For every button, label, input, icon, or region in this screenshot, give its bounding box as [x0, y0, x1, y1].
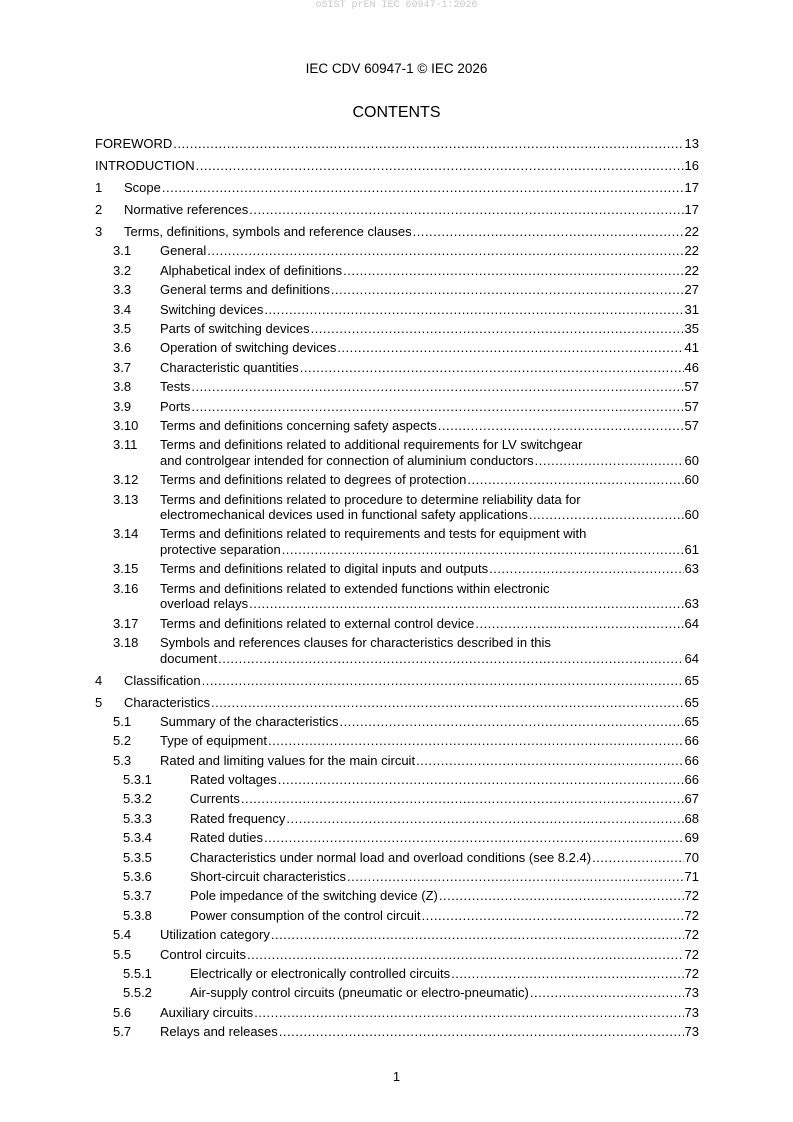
toc-entry-number: 5.5.2	[123, 985, 152, 1001]
toc-entry-page: 73	[684, 1024, 699, 1040]
toc-entry-number: 5.7	[113, 1024, 132, 1040]
toc-entry-number: 5.3.4	[123, 830, 152, 846]
toc-entry[interactable]	[95, 733, 699, 749]
toc-entry-page: 66	[684, 772, 699, 788]
dot-leader	[337, 340, 683, 356]
toc-entry-number: 5.3	[113, 752, 132, 768]
toc-entry-number: 3.10	[113, 417, 139, 433]
toc-entry-title: Classification	[124, 672, 201, 688]
toc-entry-title: Ports	[160, 398, 191, 414]
toc-entry-title: Air-supply control circuits (pneumatic or electro-pneumatic)	[190, 985, 529, 1001]
toc-entry[interactable]	[95, 908, 699, 924]
dot-leader	[249, 202, 683, 218]
toc-entry-page: 65	[684, 672, 699, 688]
toc-entry-page: 63	[684, 561, 699, 577]
toc-entry[interactable]	[95, 360, 699, 376]
toc-entry[interactable]	[95, 985, 699, 1001]
toc-entry[interactable]	[95, 616, 699, 632]
toc-entry[interactable]	[95, 869, 699, 885]
toc-entry[interactable]	[95, 202, 699, 218]
toc-entry[interactable]	[95, 673, 699, 689]
toc-entry-title: Switching devices	[160, 301, 264, 317]
toc-entry[interactable]	[95, 472, 699, 488]
toc-entry-number: 5	[95, 694, 103, 710]
dot-leader	[467, 472, 683, 488]
toc-entry-number: 5.6	[113, 1004, 132, 1020]
toc-entry[interactable]	[95, 418, 699, 434]
toc-entry-title: Terms and definitions related to extended functions within electronic	[160, 580, 550, 596]
toc-entry-page: 72	[684, 946, 699, 962]
toc-entry[interactable]	[95, 243, 699, 259]
toc-entry-title: overload relays	[160, 596, 249, 612]
toc-entry-page: 16	[684, 158, 699, 173]
toc-entry[interactable]	[95, 180, 699, 196]
toc-entry-page: 60	[684, 472, 699, 488]
toc-entry-number: 3.14	[113, 526, 139, 542]
toc-entry-title: Terms and definitions related to external control device	[160, 615, 475, 631]
toc-entry-number: 3.12	[113, 472, 139, 488]
toc-entry[interactable]	[95, 224, 699, 240]
toc-entry-number: 3.9	[113, 398, 132, 414]
toc-entry[interactable]	[95, 302, 699, 318]
toc-entry[interactable]	[95, 811, 699, 827]
dot-leader	[196, 158, 684, 174]
toc-entry-number: 4	[95, 672, 103, 688]
toc-entry-title: Characteristics under normal load and overload conditions (see 8.2.4)	[190, 849, 592, 865]
toc-entry-title: Characteristic quantities	[160, 359, 299, 375]
toc-entry-title: Terms and definitions related to degrees of protection	[160, 472, 467, 488]
dot-leader	[202, 673, 684, 689]
toc-entry[interactable]	[95, 714, 699, 730]
toc-entry-page: 63	[684, 596, 699, 612]
toc-entry-title: FOREWORD	[95, 136, 173, 151]
toc-entry[interactable]	[95, 158, 699, 174]
page-title: CONTENTS	[352, 104, 441, 121]
toc-entry-title: Control circuits	[160, 946, 246, 962]
dot-leader	[162, 180, 684, 196]
toc-entry-page: 72	[684, 927, 699, 943]
toc-entry-number: 3.13	[113, 491, 139, 507]
toc-entry-page: 60	[684, 507, 699, 523]
toc-entry[interactable]	[95, 561, 699, 577]
toc-entry-page: 72	[684, 888, 699, 904]
toc-entry-title: Relays and releases	[160, 1024, 278, 1040]
toc-entry[interactable]	[95, 282, 699, 298]
toc-entry-title: Auxiliary circuits	[160, 1004, 254, 1020]
toc-entry-title: Rated voltages	[190, 772, 277, 788]
toc-entry[interactable]	[95, 263, 699, 279]
toc-entry-title: Pole impedance of the switching device (Z)	[190, 888, 438, 904]
dot-leader	[268, 733, 684, 749]
toc-entry[interactable]	[95, 695, 699, 711]
dot-leader	[529, 507, 684, 523]
toc-entry-number: 3.1	[113, 243, 132, 259]
toc-entry-number: 3.3	[113, 282, 132, 298]
toc-entry[interactable]	[95, 526, 699, 557]
toc-entry-title: Terms and definitions related to digital inputs and outputs	[160, 561, 489, 577]
toc-entry-page: 13	[684, 136, 699, 151]
toc-entry-number: 3.16	[113, 580, 139, 596]
toc-entry-title: Terms and definitions related to requirements and tests for equipment with	[160, 526, 587, 542]
toc-entry-title: document	[160, 650, 218, 666]
toc-entry-title: Terms and definitions concerning safety aspects	[160, 417, 437, 433]
dot-leader	[343, 263, 683, 279]
toc-entry[interactable]	[95, 772, 699, 788]
toc-entry-number: 3.8	[113, 379, 132, 395]
toc-entry-title: Terms, definitions, symbols and reference clauses	[124, 224, 412, 239]
toc-entry[interactable]	[95, 379, 699, 395]
toc-entry[interactable]	[95, 966, 699, 982]
dot-leader	[247, 947, 684, 963]
toc-entry-number: 3	[95, 224, 103, 239]
toc-entry-page: 73	[684, 1004, 699, 1020]
toc-entry[interactable]	[95, 635, 699, 666]
toc-entry-page: 31	[684, 301, 699, 317]
dot-leader	[264, 830, 684, 846]
toc-entry[interactable]	[95, 340, 699, 356]
toc-entry-page: 27	[684, 282, 699, 298]
toc-entry-number: 5.3.3	[123, 810, 152, 826]
toc-entry-title: Rated frequency	[190, 810, 286, 826]
toc-entry[interactable]	[95, 1024, 699, 1040]
toc-entry-title: Short-circuit characteristics	[190, 869, 347, 885]
dot-leader	[347, 869, 683, 885]
toc-entry[interactable]	[95, 888, 699, 904]
toc-entry-page: 17	[684, 180, 699, 195]
document-header: IEC CDV 60947-1 © IEC 2026	[305, 61, 488, 76]
toc-entry[interactable]	[95, 136, 699, 152]
dot-leader	[279, 1024, 684, 1040]
toc-entry-page: 68	[684, 810, 699, 826]
toc-entry-title: Electrically or electronically controlled circuits	[190, 966, 451, 981]
dot-leader	[339, 714, 683, 730]
toc-entry-page: 46	[684, 359, 699, 375]
dot-leader	[254, 1005, 683, 1021]
toc-entry[interactable]	[95, 437, 699, 468]
toc-entry-page: 60	[684, 452, 699, 468]
toc-entry-page: 67	[684, 791, 699, 807]
toc-entry-page: 41	[684, 340, 699, 356]
toc-entry-page: 57	[684, 398, 699, 414]
toc-entry[interactable]	[95, 492, 699, 523]
toc-entry-page: 70	[684, 849, 699, 865]
toc-entry-page: 61	[684, 541, 699, 557]
toc-entry-title: Currents	[190, 791, 240, 807]
toc-entry-page: 57	[684, 379, 699, 395]
toc-entry-title: Parts of switching devices	[160, 320, 310, 336]
dot-leader	[475, 616, 683, 632]
toc-entry-title: Operation of switching devices	[160, 340, 337, 356]
toc-entry-page: 35	[684, 320, 699, 336]
toc-entry-number: 3.15	[113, 561, 139, 577]
dot-leader	[278, 772, 684, 788]
toc-entry-number: 3.11	[113, 437, 138, 453]
toc-entry-page: 72	[684, 907, 699, 923]
toc-entry[interactable]	[95, 830, 699, 846]
dot-leader	[438, 418, 684, 434]
toc-entry-title: protective separation	[160, 541, 281, 557]
toc-entry-title: Utilization category	[160, 927, 270, 943]
toc-entry-number: 5.3.8	[123, 907, 152, 923]
toc-entry[interactable]	[95, 753, 699, 769]
toc-entry-page: 22	[684, 224, 699, 239]
toc-entry-page: 64	[684, 615, 699, 631]
toc-entry-page: 17	[684, 202, 699, 217]
toc-entry-title: Normative references	[124, 202, 249, 217]
dot-leader	[331, 282, 684, 298]
toc-entry[interactable]	[95, 850, 699, 866]
dot-leader	[191, 379, 683, 395]
dot-leader	[489, 561, 683, 577]
toc-entry-page: 65	[684, 713, 699, 729]
toc-entry-title: Rated and limiting values for the main circuit	[160, 752, 416, 768]
toc-entry-number: 3.6	[113, 340, 132, 356]
toc-entry[interactable]	[95, 947, 699, 963]
toc-entry-page: 66	[684, 733, 699, 749]
toc-entry-page: 72	[684, 966, 699, 981]
toc-entry-number: 5.5.1	[123, 966, 152, 981]
dot-leader	[530, 985, 684, 1001]
toc-entry-number: 5.3.7	[123, 888, 152, 904]
dot-leader	[271, 927, 684, 943]
toc-entry-title: Power consumption of the control circuit	[190, 907, 421, 923]
watermark: oSIST prEN IEC 60947-1:2026	[315, 0, 478, 11]
dot-leader	[592, 850, 683, 866]
toc-entry[interactable]	[95, 321, 699, 337]
toc-entry-title: Scope	[124, 180, 161, 195]
dot-leader	[422, 908, 684, 924]
toc-entry-page: 73	[684, 985, 699, 1001]
toc-entry-page: 66	[684, 752, 699, 768]
toc-entry-title: INTRODUCTION	[95, 158, 195, 173]
dot-leader	[191, 399, 683, 415]
toc-entry-title: Type of equipment	[160, 733, 267, 749]
toc-entry-title: General	[160, 243, 207, 259]
table-of-contents	[95, 136, 699, 1040]
dot-leader	[416, 753, 683, 769]
toc-entry-number: 2	[95, 202, 103, 217]
dot-leader	[207, 243, 683, 259]
toc-entry-page: 22	[684, 262, 699, 278]
toc-entry-number: 3.17	[113, 615, 139, 631]
toc-entry-number: 3.7	[113, 359, 132, 375]
toc-entry-title: Symbols and references clauses for characteristics described in this	[160, 635, 551, 651]
toc-entry[interactable]	[95, 927, 699, 943]
toc-entry-title: Summary of the characteristics	[160, 713, 339, 729]
toc-entry-page: 65	[684, 694, 699, 710]
toc-entry-number: 5.1	[113, 713, 132, 729]
dot-leader	[286, 811, 683, 827]
toc-entry-page: 69	[684, 830, 699, 846]
dot-leader	[173, 136, 683, 152]
dot-leader	[249, 596, 683, 612]
toc-entry-title: Terms and definitions related to procedure to determine reliability data for	[160, 491, 581, 507]
toc-entry-title: General terms and definitions	[160, 282, 330, 298]
toc-entry-title: Rated duties	[190, 830, 263, 846]
dot-leader	[451, 966, 683, 982]
toc-entry-number: 5.3.5	[123, 849, 152, 865]
toc-entry-number: 5.2	[113, 733, 132, 749]
toc-entry-number: 3.4	[113, 301, 132, 317]
dot-leader	[300, 360, 684, 376]
toc-entry-title: and controlgear intended for connection of aluminium conductors	[160, 452, 534, 468]
toc-entry[interactable]	[95, 791, 699, 807]
toc-entry-title: Characteristics	[124, 694, 210, 710]
toc-entry-page: 71	[684, 869, 699, 885]
toc-entry-title: Tests	[160, 379, 191, 395]
toc-entry-title: Terms and definitions related to additional requirements for LV switchgear	[160, 437, 583, 453]
dot-leader	[218, 651, 683, 667]
page-number: 1	[392, 1069, 401, 1084]
dot-leader	[413, 224, 684, 240]
toc-entry-title: electromechanical devices used in functional safety applications	[160, 507, 528, 523]
toc-entry-number: 5.4	[113, 927, 132, 943]
toc-entry[interactable]	[95, 1005, 699, 1021]
dot-leader	[311, 321, 684, 337]
toc-entry[interactable]	[95, 581, 699, 612]
toc-entry-number: 1	[95, 180, 103, 195]
toc-entry-number: 5.3.2	[123, 791, 152, 807]
dot-leader	[241, 791, 684, 807]
toc-entry-number: 5.3.1	[123, 772, 152, 788]
dot-leader	[211, 695, 684, 711]
toc-entry-page: 57	[684, 417, 699, 433]
toc-entry-number: 3.5	[113, 320, 132, 336]
toc-entry-title: Alphabetical index of definitions	[160, 262, 343, 278]
toc-entry-number: 5.3.6	[123, 869, 152, 885]
dot-leader	[439, 888, 684, 904]
dot-leader	[535, 453, 684, 469]
toc-entry-number: 3.18	[113, 635, 139, 651]
toc-entry-number: 5.5	[113, 946, 132, 962]
dot-leader	[282, 542, 684, 558]
toc-entry-page: 64	[684, 650, 699, 666]
toc-entry-page: 22	[684, 243, 699, 259]
dot-leader	[264, 302, 683, 318]
toc-entry-number: 3.2	[113, 262, 132, 278]
toc-entry[interactable]	[95, 399, 699, 415]
